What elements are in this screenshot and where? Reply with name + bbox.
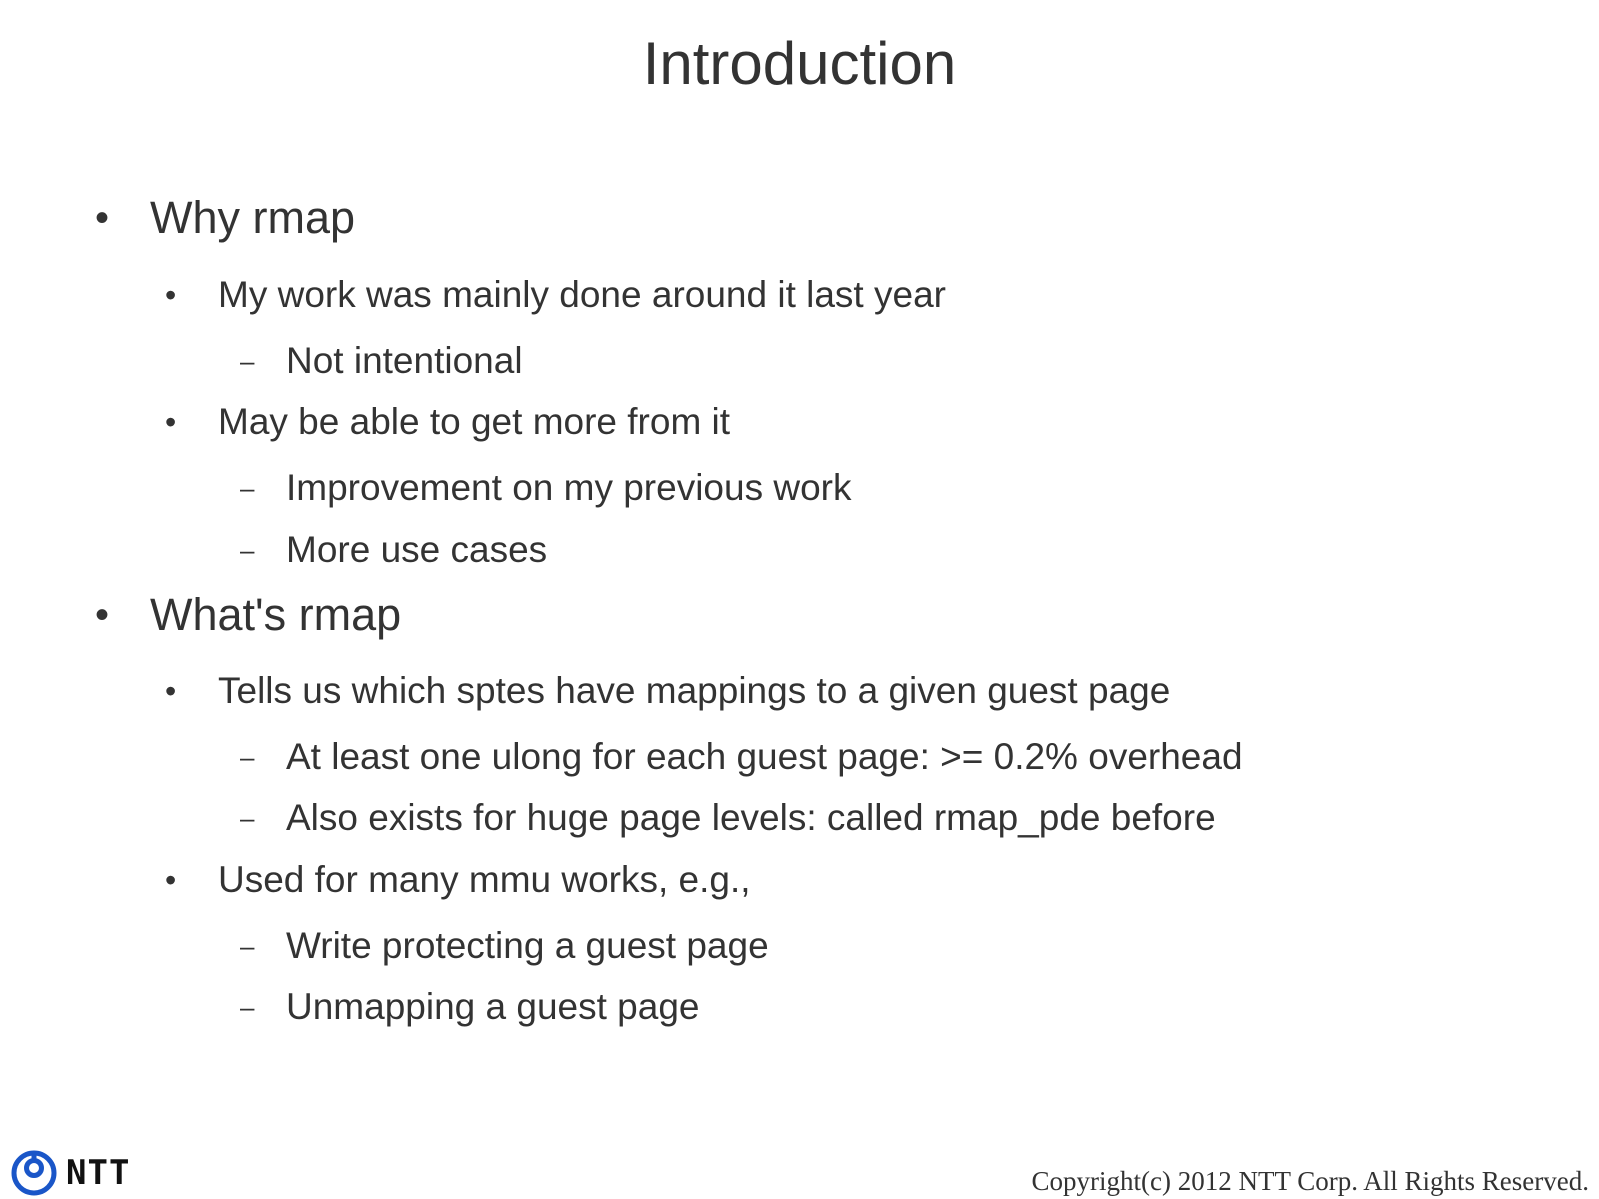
ntt-logo-icon [10,1149,58,1197]
dash-marker: – [240,803,255,833]
bullet-text: Also exists for huge page levels: called rmap_pde before [286,797,1216,838]
bullet-text: More use cases [286,529,548,570]
bullet-text: At least one ulong for each guest page: >= 0.2% overhead [286,736,1243,777]
bullet-marker: • [165,277,177,313]
copyright-notice: Copyright(c) 2012 NTT Corp. All Rights Reserved. [1031,1166,1589,1196]
bullet-text: Unmapping a guest page [286,986,700,1027]
dash-marker: – [240,535,255,565]
ntt-logo-text: NTT [66,1153,131,1193]
ntt-logo [10,1151,130,1195]
bullet-marker: • [95,196,110,240]
slide-title: Introduction [642,30,957,97]
dash-marker: – [240,473,255,503]
bullet-marker: • [165,862,177,898]
bullet-text: What's rmap [150,589,402,640]
dash-marker: – [240,992,255,1022]
bullet-text: Used for many mmu works, e.g., [218,859,751,900]
dash-marker: – [240,742,255,772]
bullet-text: My work was mainly done around it last year [218,274,946,315]
bullet-text: Why rmap [150,192,356,243]
bullet-marker: • [95,593,110,637]
bullet-text: Not intentional [286,340,523,381]
bullet-text: Write protecting a guest page [286,925,769,966]
bullet-marker: • [165,673,177,709]
bullet-text: May be able to get more from it [218,401,731,442]
dash-marker: – [240,346,255,376]
bullet-text: Improvement on my previous work [286,467,852,508]
dash-marker: – [240,931,255,961]
bullet-text: Tells us which sptes have mappings to a given guest page [218,670,1171,711]
bullet-marker: • [165,404,177,440]
